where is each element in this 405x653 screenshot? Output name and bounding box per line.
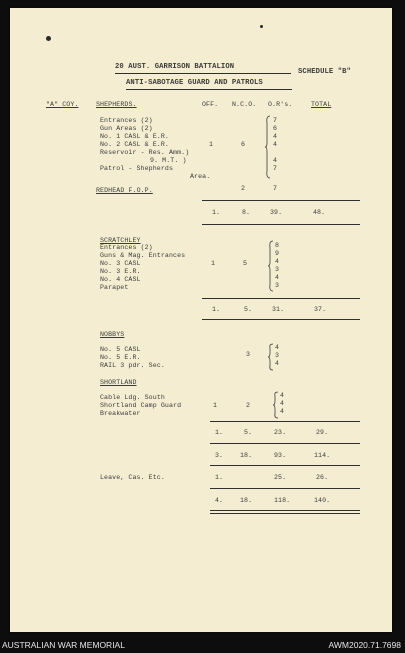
shepherds-line: No. 2 CASL & E.R. <box>100 141 169 148</box>
shortland-heading: SHORTLAND <box>100 379 137 386</box>
grand-total-rule <box>210 510 360 511</box>
subtotal3-off: 1. <box>215 429 224 436</box>
shepherds-line: No. 1 CASL & E.R. <box>100 133 169 140</box>
shepherds-line: 9. M.T. ) <box>150 157 187 164</box>
shortland-line: Shortland Camp Guard <box>100 402 182 409</box>
shortland-ors: 4 <box>280 408 285 415</box>
document-title: 20 AUST. GARRISON BATTALION <box>115 63 235 71</box>
shortland-ors: 4 <box>280 392 285 399</box>
subtotal4-nco: 18. <box>240 452 253 459</box>
col-header-total: TOTAL <box>311 101 332 108</box>
shepherds-line: Reservoir - Res. Amm.) <box>100 149 190 156</box>
subtotal-rule <box>210 465 360 466</box>
subtotal-rule <box>210 488 360 489</box>
subtotal3-ors: 23. <box>274 429 287 436</box>
scratchley-line: Guns & Mag. Entrances <box>100 252 186 259</box>
scratchley-line: No. 4 CASL <box>100 276 141 283</box>
footer-institution: AUSTRALIAN WAR MEMORIAL <box>2 640 125 650</box>
subtotal4-off: 3. <box>215 452 224 459</box>
punch-hole-small <box>260 25 263 28</box>
shepherds-line: Area. <box>190 173 211 180</box>
shortland-line: Breakwater <box>100 410 141 417</box>
scratchley-ors: 3 <box>275 266 280 273</box>
leave-total: 26. <box>316 474 329 481</box>
title-underline <box>115 73 291 74</box>
redhead-label: REDHEAD F.O.P. <box>96 187 153 194</box>
document-page <box>10 8 392 632</box>
redhead-ors: 7 <box>273 185 278 192</box>
shepherds-brace <box>265 115 271 179</box>
shepherds-ors: 4 <box>273 133 278 140</box>
document-subtitle: ANTI-SABOTAGE GUARD AND PATROLS <box>126 79 263 87</box>
shortland-ors: 4 <box>280 400 285 407</box>
shepherds-ors: 7 <box>273 165 278 172</box>
footer-accession-number: AWM2020.71.7698 <box>328 640 401 650</box>
grand-total-off: 4. <box>215 497 224 504</box>
subtotal2-nco: 5. <box>244 306 253 313</box>
scratchley-brace <box>268 240 274 292</box>
subtotal4-total: 114. <box>314 452 331 459</box>
subtotal2-ors: 31. <box>272 306 285 313</box>
scratchley-off: 1 <box>211 260 216 267</box>
shepherds-line: Patrol - Shepherds <box>100 165 174 172</box>
nobbys-line: No. 5 CASL <box>100 346 141 353</box>
shortland-nco: 2 <box>246 402 251 409</box>
scratchley-nco: 5 <box>243 260 248 267</box>
leave-off: 1. <box>215 474 224 481</box>
nobbys-ors: 4 <box>275 344 280 351</box>
nobbys-nco: 3 <box>246 351 251 358</box>
nobbys-line: No. 5 E.R. <box>100 354 141 361</box>
nobbys-heading: NOBBYS <box>100 331 125 338</box>
col-header-nco: N.C.O. <box>232 101 257 108</box>
shortland-line: Cable Ldg. South <box>100 394 165 401</box>
punch-hole-top <box>46 36 51 41</box>
scratchley-line: Entrances (2) <box>100 244 153 251</box>
scratchley-ors: 8 <box>275 242 280 249</box>
scratchley-ors: 9 <box>275 250 280 257</box>
subtotal4-ors: 93. <box>274 452 287 459</box>
subtotal2-off: 1. <box>212 306 221 313</box>
nobbys-ors: 3 <box>275 352 280 359</box>
shepherds-ors: 4 <box>273 157 278 164</box>
grand-total-rule <box>210 513 360 514</box>
subtotal3-nco: 5. <box>244 429 253 436</box>
shepherds-ors: 6 <box>273 125 278 132</box>
nobbys-ors: 4 <box>275 360 280 367</box>
subtotal2-total: 37. <box>314 306 327 313</box>
shepherds-line: Entrances (2) <box>100 117 153 124</box>
nobbys-line: RAIL 3 pdr. Sec. <box>100 362 165 369</box>
subtitle-underline <box>126 89 292 90</box>
grand-total-nco: 18. <box>240 497 253 504</box>
shepherds-ors: 7 <box>273 117 278 124</box>
subtotal1-off: 1. <box>212 209 221 216</box>
subtotal1-ors: 39. <box>270 209 283 216</box>
subtotal1-nco: 8. <box>242 209 251 216</box>
subtotal-rule <box>202 319 360 320</box>
subtotal1-total: 48. <box>313 209 326 216</box>
shepherds-line: Gun Areas (2) <box>100 125 153 132</box>
scratchley-line: Parapet <box>100 284 129 291</box>
subtotal-rule <box>202 298 360 299</box>
col-header-ors: O.R's. <box>268 101 293 108</box>
redhead-nco: 2 <box>241 185 246 192</box>
scratchley-ors: 4 <box>275 258 280 265</box>
leave-ors: 25. <box>274 474 287 481</box>
company-label: "A" COY. <box>46 101 79 108</box>
shepherds-nco: 6 <box>241 141 246 148</box>
grand-total-ors: 118. <box>274 497 291 504</box>
shepherds-heading: SHEPHERDS. <box>96 101 137 108</box>
shepherds-ors: 4 <box>273 141 278 148</box>
scratchley-heading: SCRATCHLEY <box>100 237 141 244</box>
col-header-off: OFF. <box>202 101 219 108</box>
subtotal-rule <box>202 224 360 225</box>
scratchley-line: No. 3 E.R. <box>100 268 141 275</box>
nobbys-brace <box>268 343 274 371</box>
schedule-label: SCHEDULE "B" <box>298 68 351 76</box>
subtotal3-total: 29. <box>316 429 329 436</box>
shepherds-off: 1 <box>209 141 214 148</box>
subtotal-rule <box>210 443 360 444</box>
grand-total-total: 140. <box>314 497 331 504</box>
scratchley-ors: 3 <box>275 282 280 289</box>
subtotal-rule <box>202 200 360 201</box>
scratchley-line: No. 3 CASL <box>100 260 141 267</box>
subtotal-rule <box>210 421 360 422</box>
scratchley-ors: 4 <box>275 274 280 281</box>
shortland-brace <box>273 391 279 419</box>
shortland-off: 1 <box>213 402 218 409</box>
leave-label: Leave, Cas. Etc. <box>100 474 165 481</box>
